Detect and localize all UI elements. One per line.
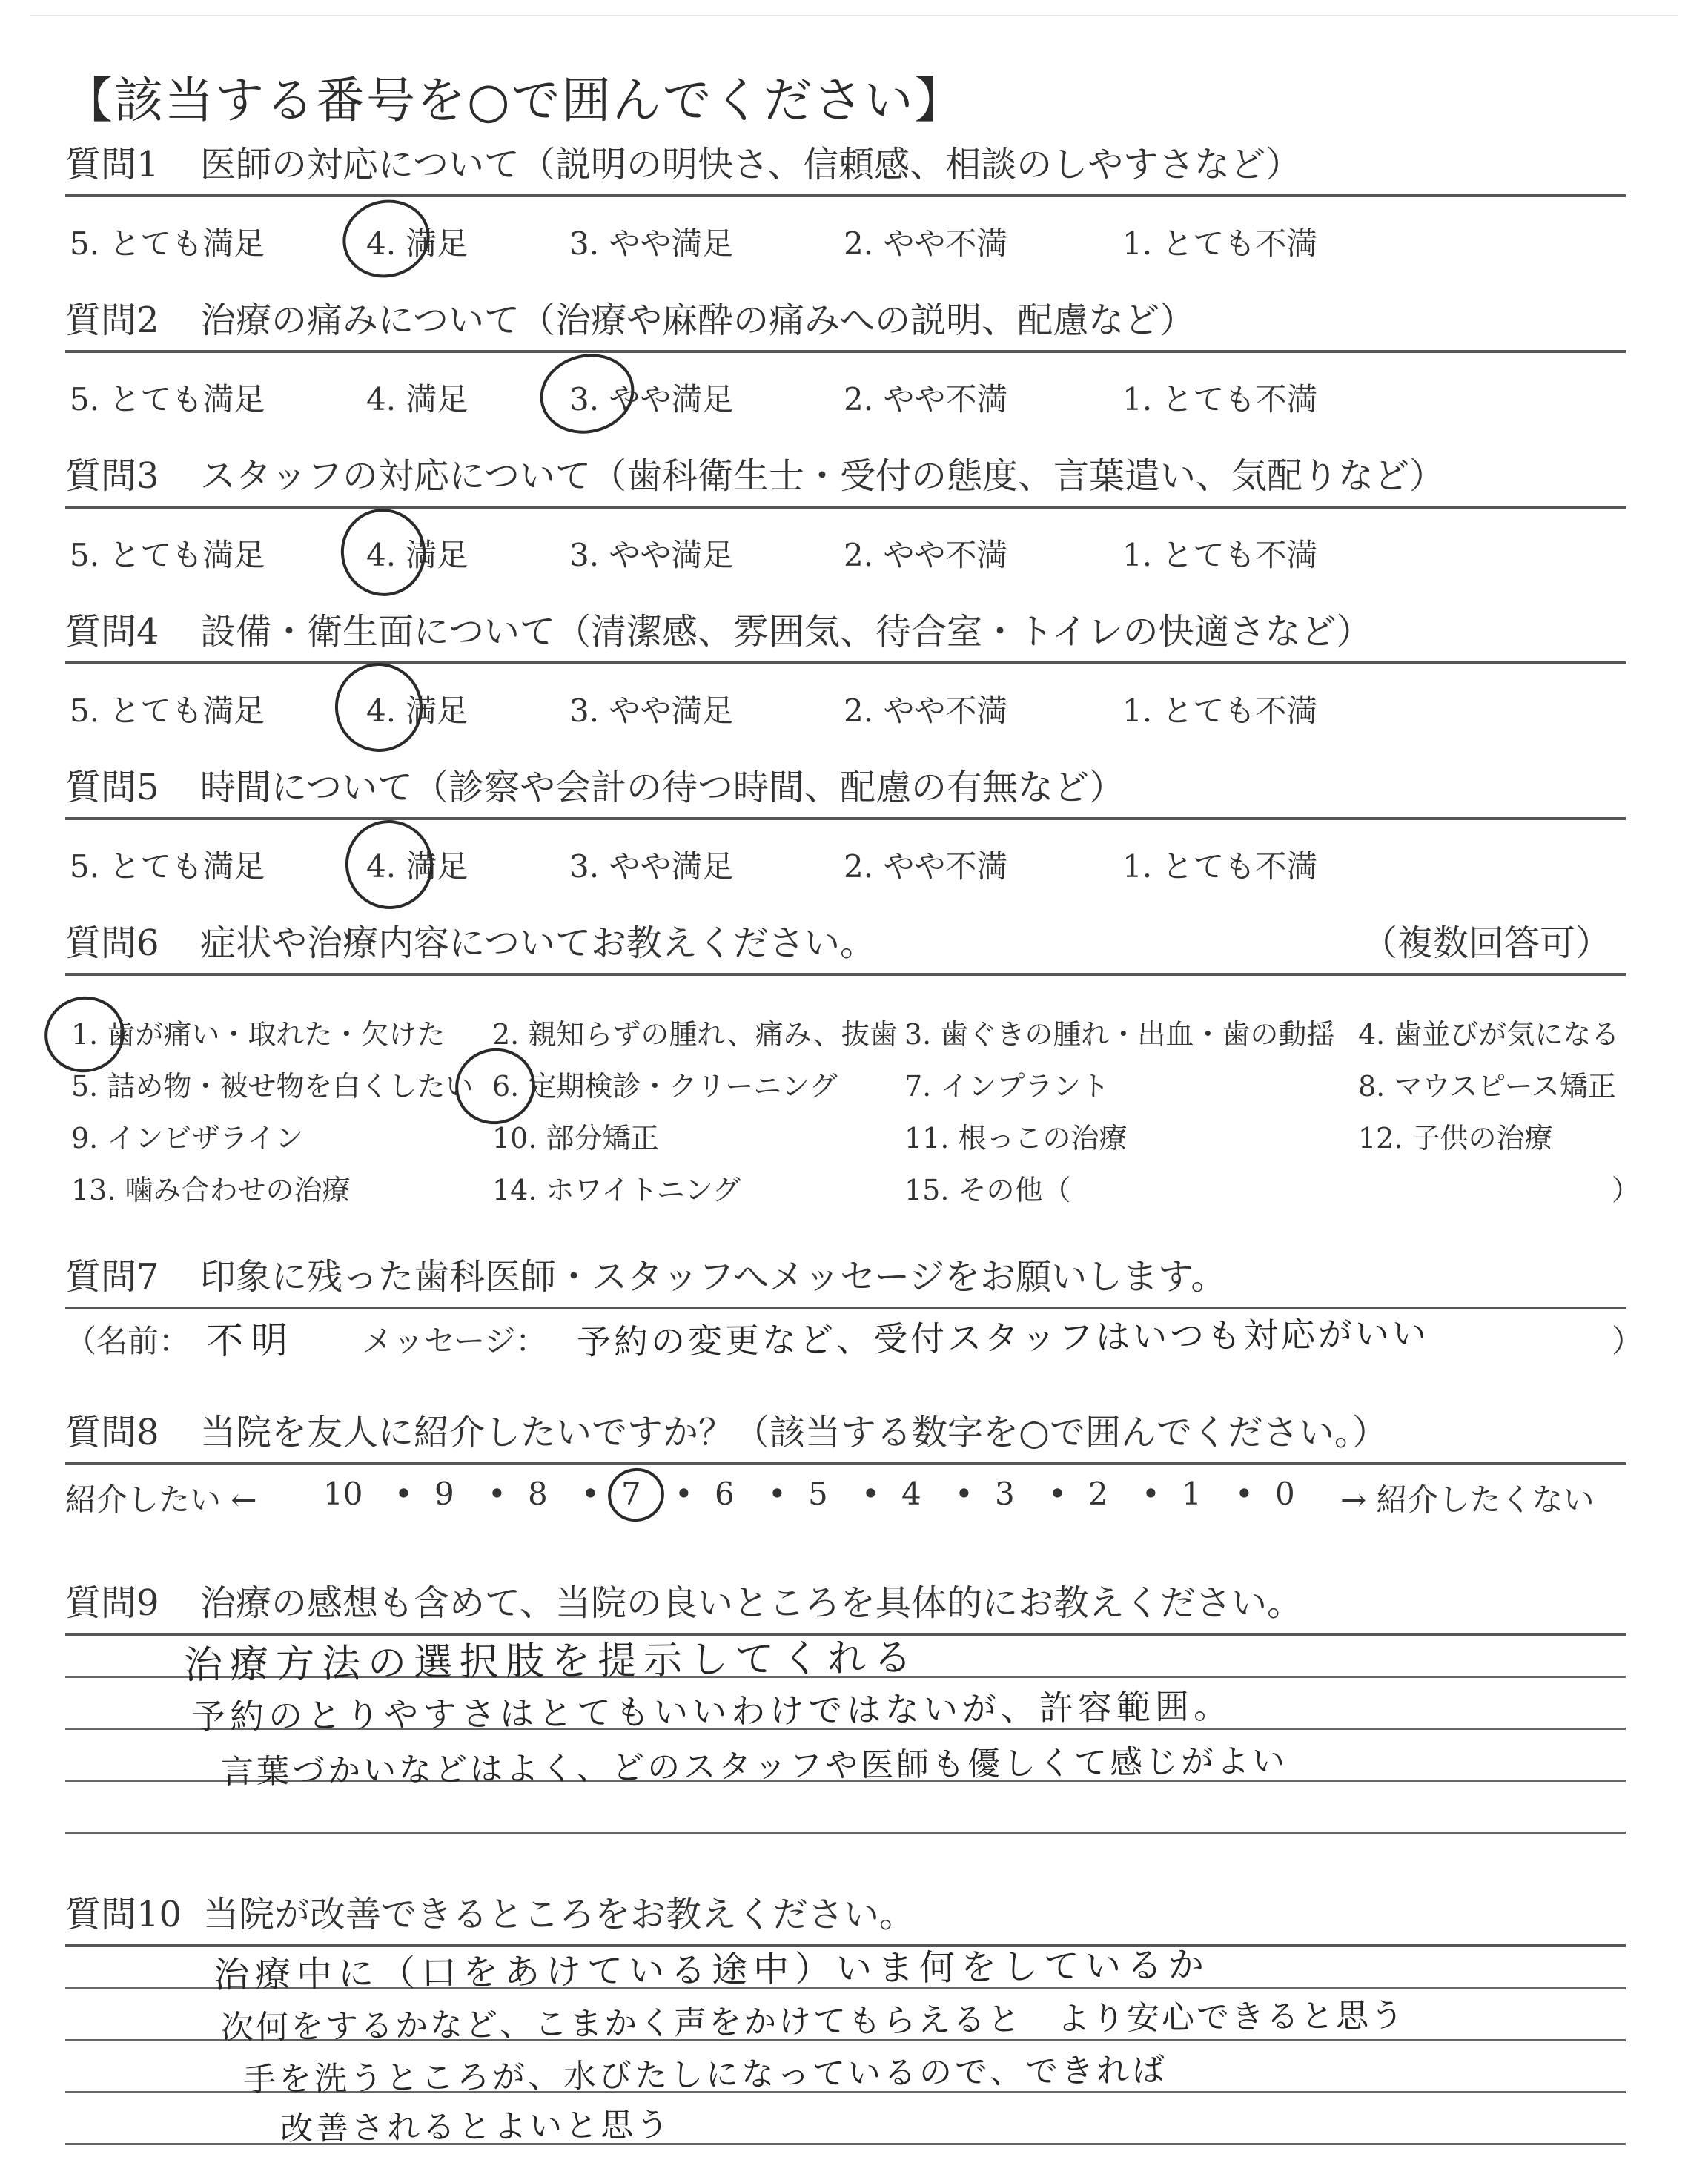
question-7 <box>65 1243 1644 1363</box>
question-text: 症状や治療内容についてお教えください。 <box>200 922 876 964</box>
answer-line-4[interactable]: 改善されるとよいと思う <box>279 2106 672 2148</box>
question-number: 質問2 <box>65 300 159 341</box>
scale-left-label: 紹介したい ← <box>65 1482 257 1518</box>
rating-options <box>65 509 1626 590</box>
scale-dot: • <box>675 1476 693 1512</box>
symptom-option-7[interactable]: 7. インプラント <box>904 1070 1110 1103</box>
scale-value-2[interactable]: 2 <box>1088 1476 1108 1512</box>
symptom-option-5[interactable]: 5. 詰め物・被せ物を白くしたい <box>71 1070 474 1103</box>
option-2[interactable]: 2. やや不満 <box>844 381 1008 417</box>
question-5 <box>65 753 1626 902</box>
option-3[interactable]: 3. やや満足 <box>569 537 734 573</box>
question-header <box>65 753 1626 820</box>
symptom-option-2[interactable]: 2. 親知らずの腫れ、痛み、抜歯 <box>492 1018 898 1051</box>
option-1[interactable]: 1. とても不満 <box>1122 381 1318 417</box>
option-3[interactable]: 3. やや満足 <box>569 381 734 417</box>
scale-dot: • <box>488 1476 506 1512</box>
option-4[interactable]: 4. 満足 <box>366 537 469 573</box>
symptom-option-12[interactable]: 12. 子供の治療 <box>1358 1122 1553 1155</box>
rating-options <box>65 664 1626 746</box>
option-3[interactable]: 3. やや満足 <box>569 848 734 885</box>
question-number: 質問1 <box>65 144 159 185</box>
symptom-option-10[interactable]: 10. 部分矯正 <box>492 1122 659 1155</box>
symptom-option-14[interactable]: 14. ホワイトニング <box>492 1174 741 1206</box>
scale-value-7[interactable]: 7 <box>621 1476 641 1512</box>
question-2 <box>65 286 1626 435</box>
question-number: 質問3 <box>65 455 159 497</box>
option-5[interactable]: 5. とても満足 <box>70 848 265 885</box>
scale-value-0[interactable]: 0 <box>1275 1476 1295 1512</box>
scale-dot: • <box>861 1476 880 1512</box>
question-text: 設備・衛生面について（清潔感、雰囲気、待合室・トイレの快適さなど） <box>200 611 1372 653</box>
question-10 <box>65 1880 1626 2155</box>
option-5[interactable]: 5. とても満足 <box>70 225 265 262</box>
option-4[interactable]: 4. 満足 <box>366 381 469 417</box>
scale-dot: • <box>768 1476 787 1512</box>
option-4[interactable]: 4. 満足 <box>366 693 469 729</box>
symptom-option-8[interactable]: 8. マウスピース矯正 <box>1358 1070 1616 1103</box>
option-2[interactable]: 2. やや不満 <box>844 225 1008 262</box>
recommend-scale <box>65 1473 1626 1517</box>
question-text: スタッフの対応について（歯科衛生士・受付の態度、言葉遣い、気配りなど） <box>200 455 1446 497</box>
scale-value-6[interactable]: 6 <box>715 1476 735 1512</box>
question-header <box>65 1243 1626 1309</box>
answer-line-1[interactable]: 治療中に（口をあけている途中）いま何をしているか <box>213 1943 1211 1997</box>
option-2[interactable]: 2. やや不満 <box>844 537 1008 573</box>
question-text: 印象に残った歯科医師・スタッフへメッセージをお願いします。 <box>200 1256 1227 1298</box>
question-number: 質問5 <box>65 767 159 808</box>
selection-circle <box>336 811 443 919</box>
answer-line-2[interactable]: 次何をするかなど、こまかく声をかけてもらえると より安心できると思う <box>220 1996 1406 2047</box>
other-close-paren: ） <box>1612 1174 1641 1206</box>
selection-circle <box>325 654 432 762</box>
question-number: 質問9 <box>65 1582 159 1624</box>
page-title: 【該当する番号を○で囲んでください】 <box>64 72 965 129</box>
question-number: 質問4 <box>65 611 159 653</box>
scale-right-label: → 紹介したくない <box>1340 1482 1595 1518</box>
answer-line-3[interactable]: 言葉づかいなどはよく、どのスタッフや医師も優しくて感じがよい <box>220 1742 1288 1791</box>
question-header <box>65 131 1626 197</box>
scale-value-4[interactable]: 4 <box>901 1476 921 1512</box>
name-label: （名前： <box>65 1323 191 1359</box>
scale-value-1[interactable]: 1 <box>1182 1476 1202 1512</box>
symptom-option-3[interactable]: 3. 歯ぐきの腫れ・出血・歯の動揺 <box>904 1018 1335 1051</box>
option-1[interactable]: 1. とても不満 <box>1122 848 1318 885</box>
question-text: 時間について（診察や会計の待つ時間、配慮の有無など） <box>200 767 1125 808</box>
option-1[interactable]: 1. とても不満 <box>1122 225 1318 262</box>
selection-circle <box>602 1462 669 1527</box>
multiple-answer-note: （複数回答可） <box>1361 922 1611 964</box>
option-1[interactable]: 1. とても不満 <box>1122 693 1318 729</box>
symptom-option-13[interactable]: 13. 噛み合わせの治療 <box>71 1174 351 1206</box>
selection-circle <box>334 191 438 286</box>
question-header <box>65 909 1626 976</box>
scale-dot: • <box>1142 1476 1160 1512</box>
message-close-paren: ） <box>1612 1323 1644 1359</box>
symptom-option-11[interactable]: 11. 根っこの治療 <box>904 1122 1128 1155</box>
option-2[interactable]: 2. やや不満 <box>844 693 1008 729</box>
scale-dot: • <box>394 1476 413 1512</box>
option-5[interactable]: 5. とても満足 <box>70 381 265 417</box>
option-5[interactable]: 5. とても満足 <box>70 693 265 729</box>
answer-line-2[interactable]: 予約のとりやすさはとてもいいわけではないが、許容範囲。 <box>191 1685 1233 1737</box>
option-3[interactable]: 3. やや満足 <box>569 225 734 262</box>
selection-circle <box>532 344 643 443</box>
question-header <box>65 1569 1626 1636</box>
symptom-option-1[interactable]: 1. 歯が痛い・取れた・欠けた <box>71 1018 446 1051</box>
scale-dot: • <box>1235 1476 1254 1512</box>
symptom-option-15[interactable]: 15. その他（ <box>904 1174 1071 1206</box>
symptom-option-6[interactable]: 6. 定期検診・クリーニング <box>492 1070 838 1103</box>
message-label: メッセージ： <box>362 1323 547 1359</box>
question-9 <box>65 1569 1626 1843</box>
question-text: 当院を友人に紹介したいですか？（該当する数字を○で囲んでください。） <box>200 1412 1388 1453</box>
symptom-option-4[interactable]: 4. 歯並びが気になる <box>1358 1018 1620 1051</box>
question-text: 治療の感想も含めて、当院の良いところを具体的にお教えください。 <box>200 1582 1303 1624</box>
question-number: 質問8 <box>65 1412 159 1453</box>
question-number: 質問6 <box>65 922 159 964</box>
scale-value-5[interactable]: 5 <box>808 1476 828 1512</box>
question-text: 治療の痛みについて（治療や麻酔の痛みへの説明、配慮など） <box>200 300 1196 341</box>
scale-value-3[interactable]: 3 <box>995 1476 1015 1512</box>
question-number: 質問10 <box>65 1894 182 1935</box>
option-5[interactable]: 5. とても満足 <box>70 537 265 573</box>
scale-value-10[interactable]: 10 <box>323 1476 363 1512</box>
option-4[interactable]: 4. 満足 <box>366 848 469 885</box>
top-rule <box>30 15 1678 16</box>
writing-line <box>65 1832 1626 1834</box>
question-text: 医師の対応について（説明の明快さ、信頼感、相談のしやすさなど） <box>200 144 1302 185</box>
scale-dot: • <box>581 1476 600 1512</box>
message-value[interactable]: 予約の変更など、受付スタッフはいつも対応がいい <box>576 1312 1430 1363</box>
option-1[interactable]: 1. とても不満 <box>1122 537 1318 573</box>
question-3 <box>65 442 1626 590</box>
rating-options <box>65 820 1626 902</box>
question-8 <box>65 1398 1626 1525</box>
option-4[interactable]: 4. 満足 <box>366 225 469 262</box>
scale-dot: • <box>955 1476 973 1512</box>
question-header <box>65 286 1626 353</box>
symptom-option-9[interactable]: 9. インビザライン <box>71 1122 304 1155</box>
answer-line-3[interactable]: 手を洗うところが、水びたしになっているので、できれば <box>242 2051 1168 2099</box>
question-header <box>65 442 1626 509</box>
answer-line-1[interactable]: 治療方法の選択肢を提示してくれる <box>183 1635 920 1688</box>
option-3[interactable]: 3. やや満足 <box>569 693 734 729</box>
question-6 <box>65 909 1641 1221</box>
scale-value-9[interactable]: 9 <box>434 1476 454 1512</box>
rating-options <box>65 353 1626 435</box>
rating-options <box>65 197 1626 279</box>
question-1 <box>65 131 1626 279</box>
selection-circle <box>331 500 434 605</box>
name-value[interactable]: 不明 <box>205 1318 296 1363</box>
question-text: 当院が改善できるところをお教えください。 <box>203 1894 916 1935</box>
question-header <box>65 1398 1626 1465</box>
question-header <box>65 1880 1626 1947</box>
question-header <box>65 598 1626 664</box>
question-4 <box>65 598 1626 746</box>
scale-dot: • <box>1048 1476 1067 1512</box>
question-number: 質問7 <box>65 1256 159 1298</box>
option-2[interactable]: 2. やや不満 <box>844 848 1008 885</box>
scale-value-8[interactable]: 8 <box>528 1476 548 1512</box>
